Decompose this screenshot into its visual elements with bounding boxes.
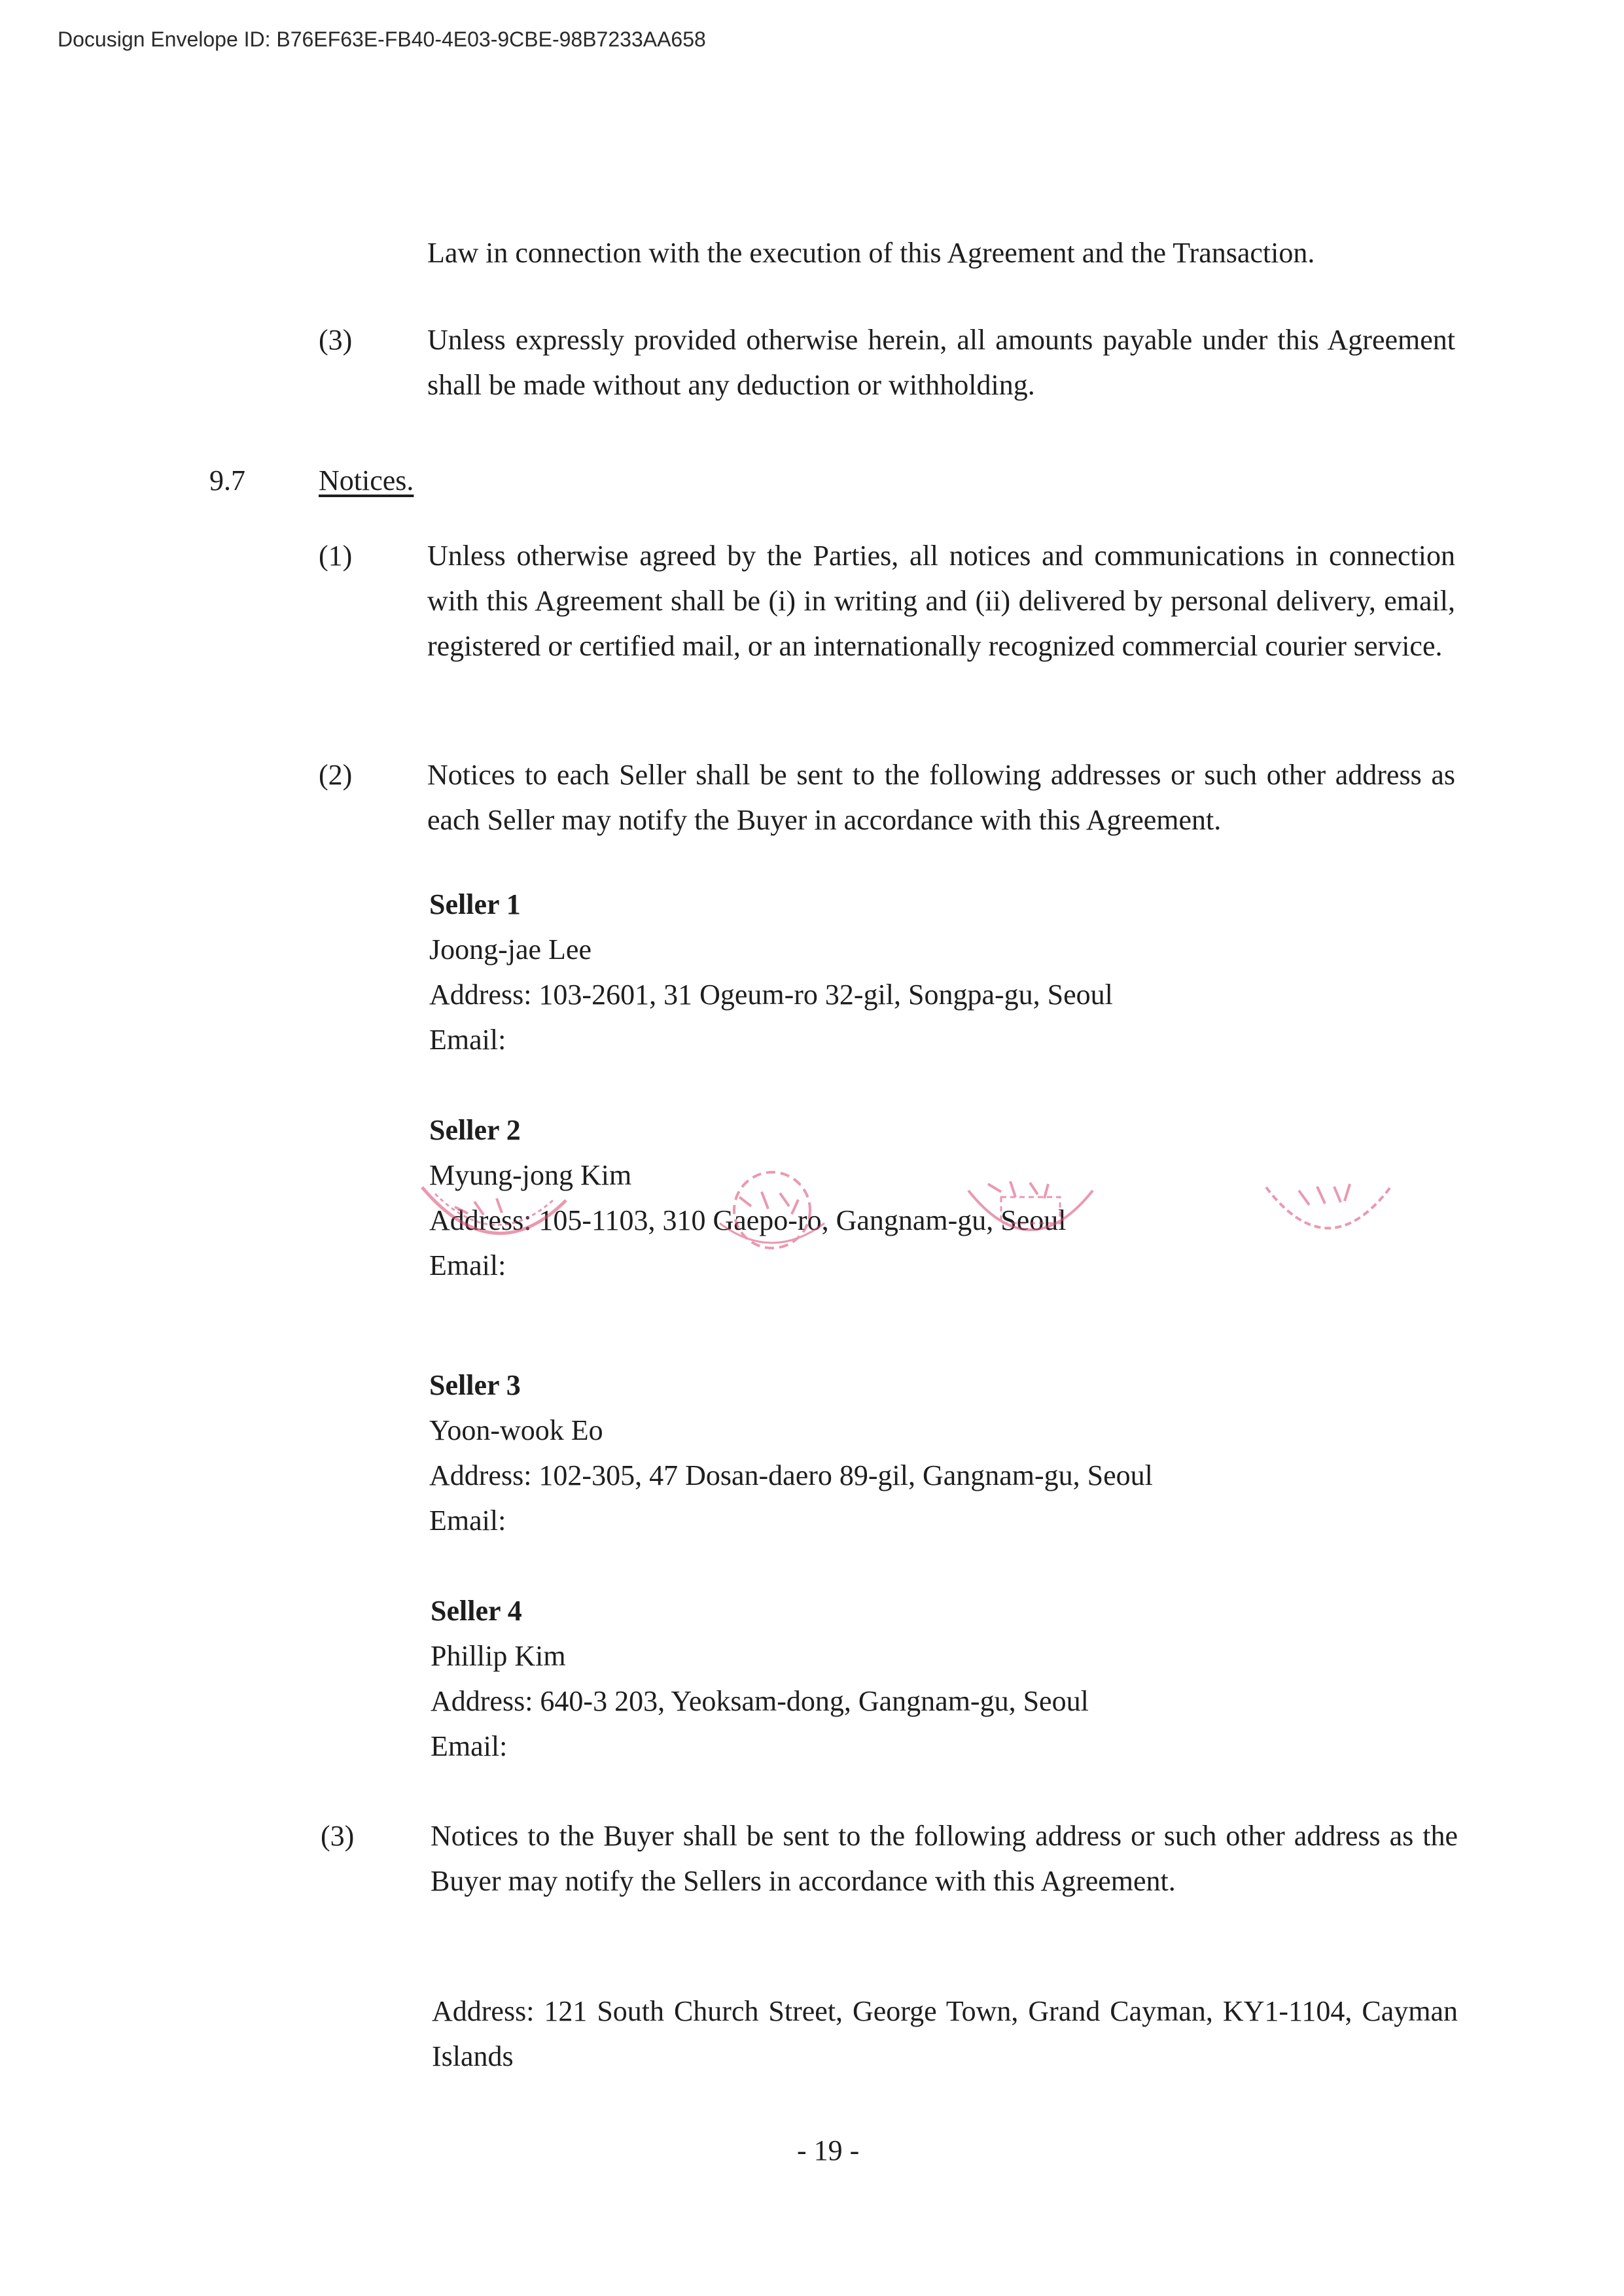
seller-label: Seller 4 <box>431 1595 522 1627</box>
seller-label: Seller 1 <box>429 888 521 920</box>
seller-address: Address: 640-3 203, Yeoksam-dong, Gangnam-gu, Seoul <box>431 1685 1089 1717</box>
seal-stamp <box>962 1171 1099 1256</box>
seal-stamp <box>415 1174 573 1259</box>
continuation-text: Law in connection with the execution of this Agreement and the Transaction. <box>427 237 1315 269</box>
seller-name: Phillip Kim <box>431 1640 566 1672</box>
seller-email: Email: <box>429 1249 506 1281</box>
section-number: 9.7 <box>209 464 245 496</box>
page-number: - 19 - <box>797 2134 860 2166</box>
seller-block <box>429 882 1113 1062</box>
seller-email: Email: <box>429 1024 506 1056</box>
seller-address: Address: 105-1103, 310 Gaepo-ro, Gangnam-gu, Seoul <box>429 1204 1067 1236</box>
seller-email: Email: <box>431 1730 508 1762</box>
seller-label: Seller 2 <box>429 1114 521 1146</box>
seller-block <box>431 1588 1089 1769</box>
notice-number: (1) <box>319 540 353 572</box>
section-title: Notices. <box>319 464 414 496</box>
notice-number: (3) <box>321 1820 355 1852</box>
seller-email: Email: <box>429 1505 506 1537</box>
seller-label: Seller 3 <box>429 1369 521 1401</box>
seller-name: Myung-jong Kim <box>429 1159 632 1191</box>
seal-stamp <box>1260 1171 1397 1243</box>
seller-address: Address: 102-305, 47 Dosan-daero 89-gil, Gangnam-gu, Seoul <box>429 1459 1153 1491</box>
clause-text: Unless expressly provided otherwise herein, all amounts payable under this Agreement shall be made without any deduction or withholding. <box>427 324 1455 401</box>
seller-name: Joong-jae Lee <box>429 933 591 965</box>
seller-address: Address: 103-2601, 31 Ogeum-ro 32-gil, Songpa-gu, Seoul <box>429 979 1113 1011</box>
notice-text: Unless otherwise agreed by the Parties, all notices and communications in connection with this Agreement shall be (i) in writing and (ii) delivered by personal delivery, email, registered or certified mail, or an internationally recognized commercial courier service. <box>427 540 1455 662</box>
seal-stamp <box>700 1171 844 1256</box>
notice-text: Notices to each Seller shall be sent to the following addresses or such other address as each Seller may notify the Buyer in accordance with this Agreement. <box>427 759 1455 836</box>
envelope-id: Docusign Envelope ID: B76EF63E-FB40-4E03-9CBE-98B7233AA658 <box>58 27 706 51</box>
clause-number: (3) <box>319 324 353 356</box>
seller-name: Yoon-wook Eo <box>429 1414 603 1446</box>
notice-number: (2) <box>319 759 353 791</box>
buyer-address: Address: 121 South Church Street, George Town, Grand Cayman, KY1-1104, Cayman Islands <box>432 1995 1458 2072</box>
seller-block <box>429 1363 1153 1543</box>
notice-text: Notices to the Buyer shall be sent to the following address or such other address as the Buyer may notify the Sellers in accordance with this Agreement. <box>431 1820 1458 1897</box>
